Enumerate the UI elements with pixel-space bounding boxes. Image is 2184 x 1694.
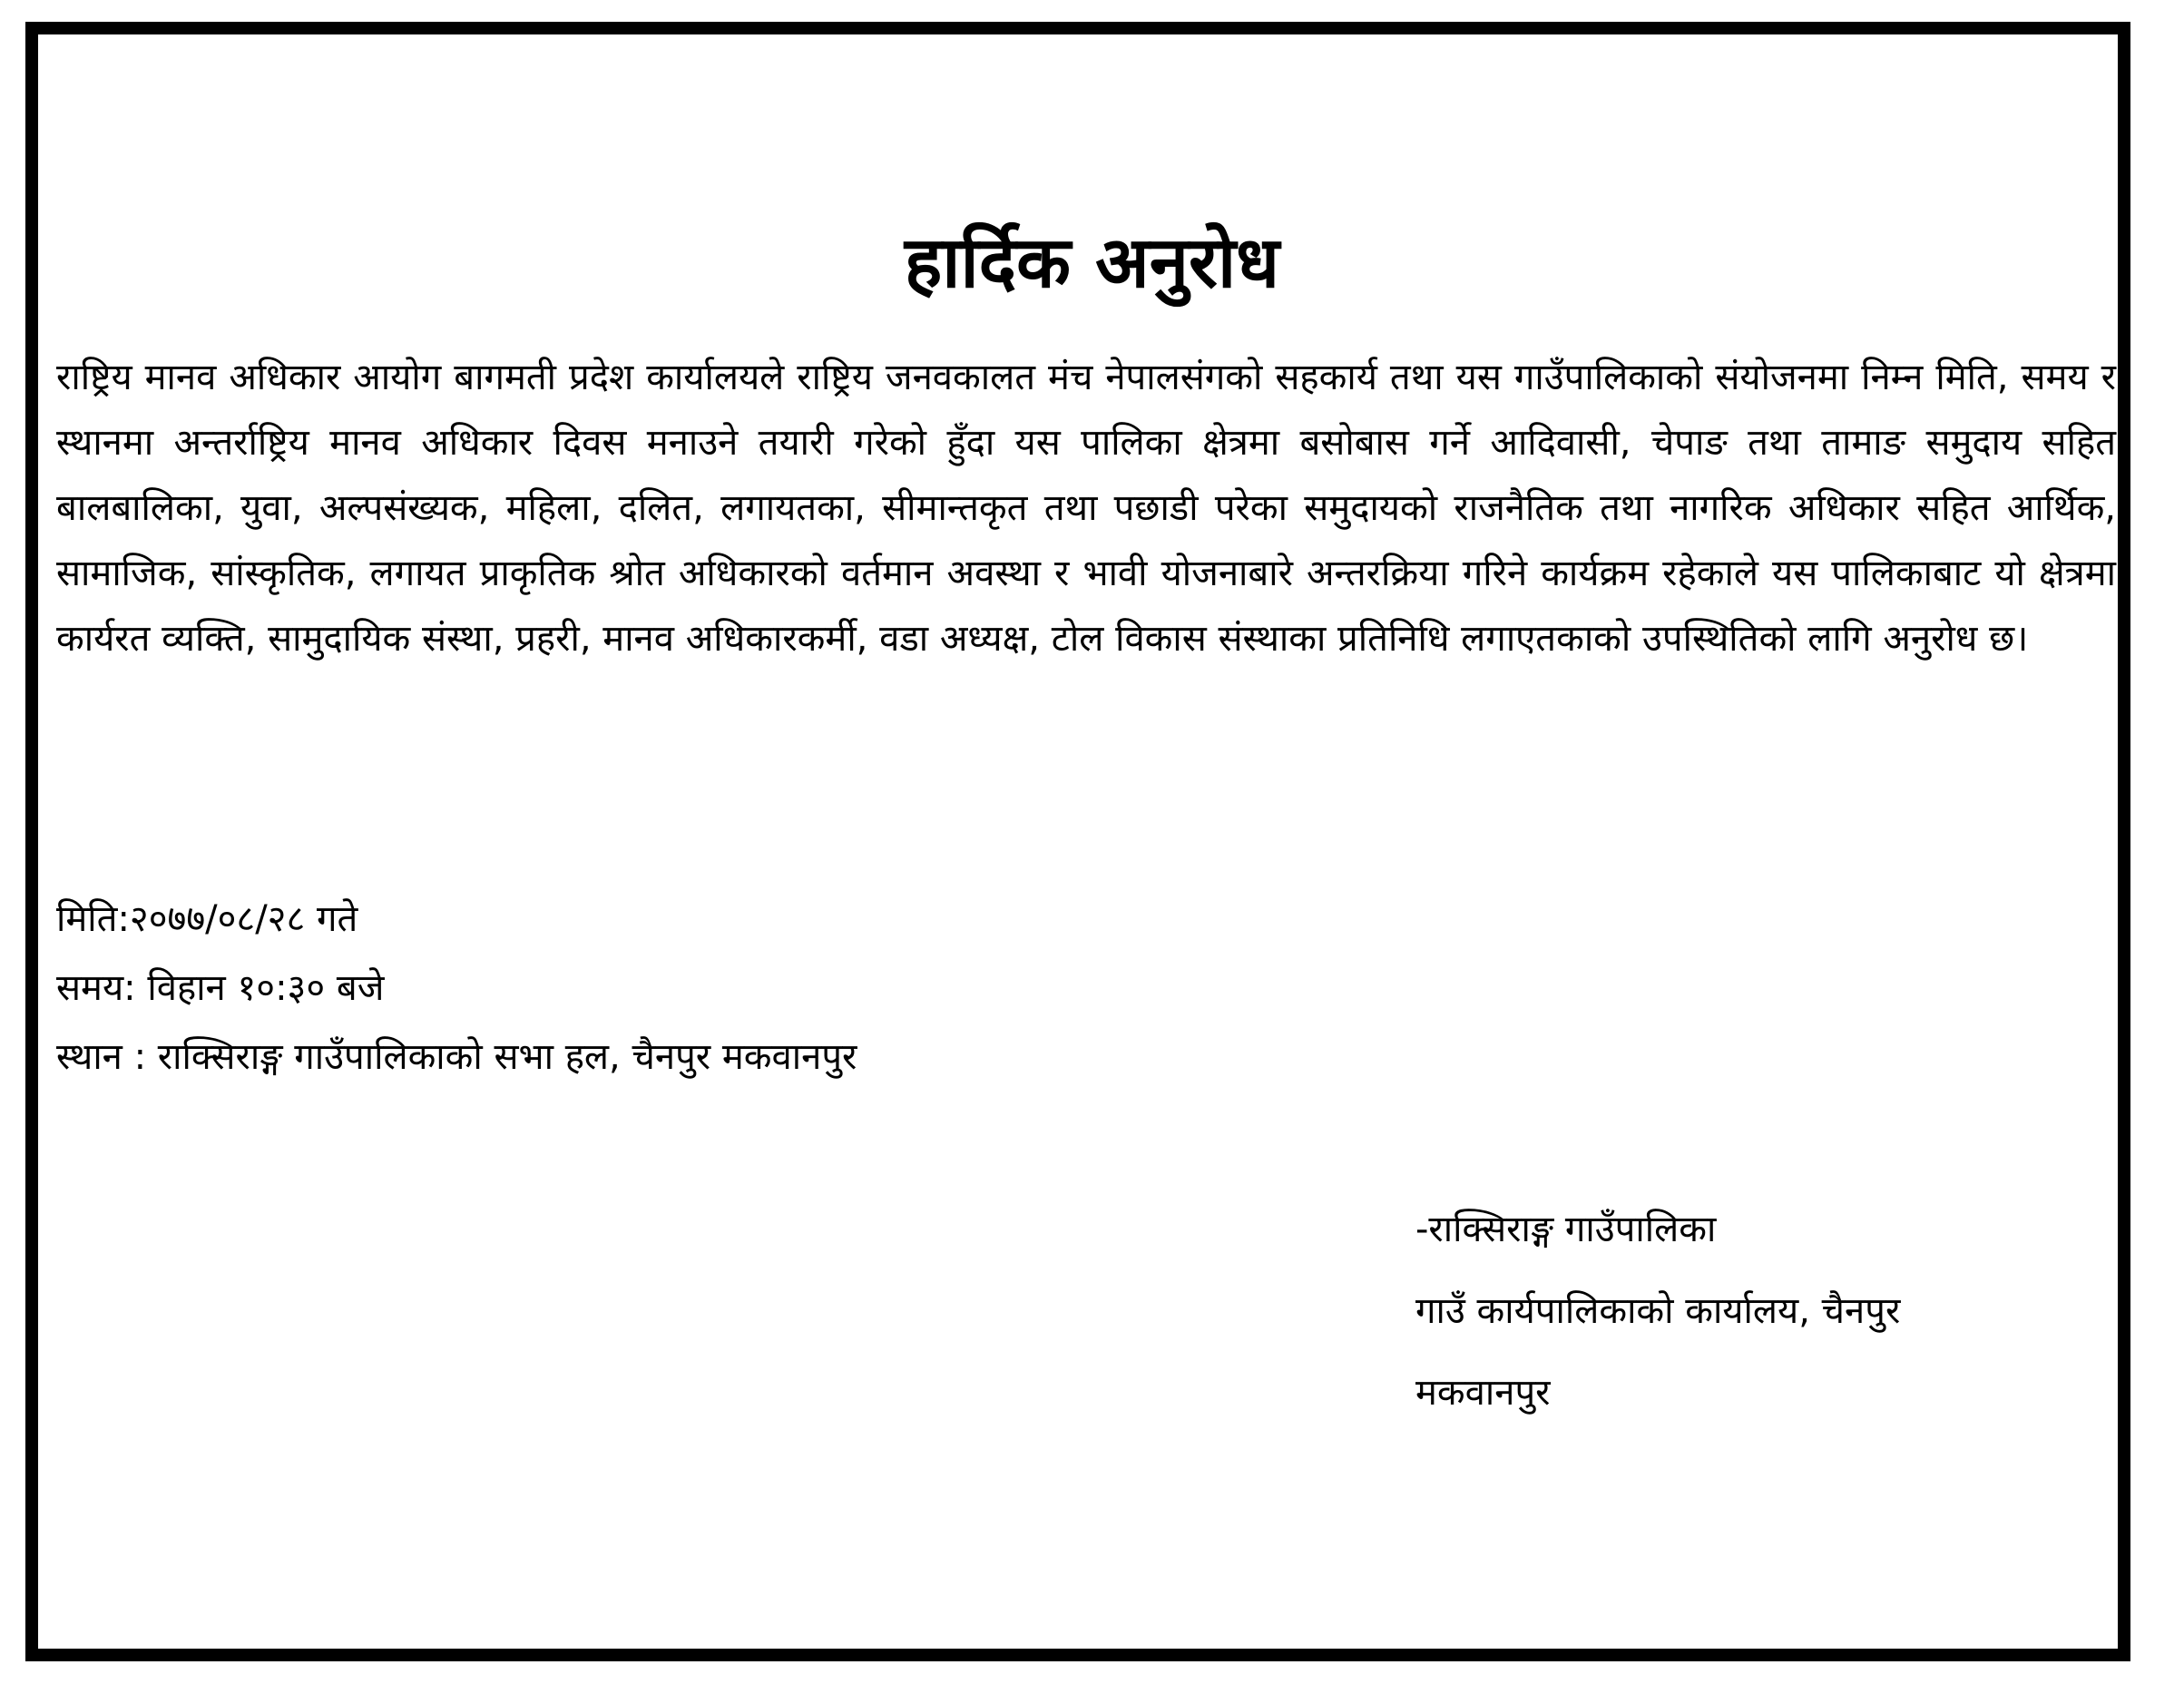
event-details: [56, 885, 857, 1092]
event-place: स्थान : राक्सिराङ्ग गाउँपालिकाको सभा हल, चैनपुर मकवानपुर: [56, 1036, 857, 1078]
event-time: समय: विहान १०:३० बजे: [56, 967, 385, 1009]
notice-body: राष्ट्रिय मानव अधिकार आयोग बागमती प्रदेश कार्यालयले राष्ट्रिय जनवकालत मंच नेपालसंगको सहकार्य तथा यस गाउँपालिकाको संयोजनमा निम्न मिति, समय र स्थानमा अन्तर्राष्ट्रिय मानव अधिकार दिवस मनाउने तयारी गरेको हुँदा यस पालिका क्षेत्रमा बसोबास गर्ने आदिवासी, चेपाङ तथा तामाङ समुदाय सहित बालबालिका, युवा, अल्पसंख्यक, महिला, दलित, लगायतका, सीमान्तकृत तथा पछाडी परेका समुदायको राजनैतिक तथा नागरिक अधिकार सहित आर्थिक, सामाजिक, सांस्कृतिक, लगायत प्राकृतिक श्रोत अधिकारको वर्तमान अवस्था र भावी योजनाबारे अन्तरक्रिया गरिने कार्यक्रम रहेकाले यस पालिकाबाट यो क्षेत्रमा कार्यरत व्यक्ति, सामुदायिक संस्था, प्रहरी, मानव अधिकारकर्मी, वडा अध्यक्ष, टोल विकास संस्थाका प्रतिनिधि लगाएतकाको उपस्थितिको लागि अनुरोध छ।: [56, 357, 2116, 660]
signature-org: -राक्सिराङ्ग गाउँपालिका: [1415, 1209, 1717, 1250]
signature-office: गाउँ कार्यपालिकाको कार्यालय, चैनपुर: [1415, 1290, 1901, 1332]
signature-location: मकवानपुर: [1415, 1372, 1551, 1414]
notice-title: हार्दिक अनुरोध: [904, 222, 1280, 304]
signature-block: [1415, 1189, 1900, 1434]
event-date: मिति:२०७७/०८/२८ गते: [56, 898, 358, 940]
